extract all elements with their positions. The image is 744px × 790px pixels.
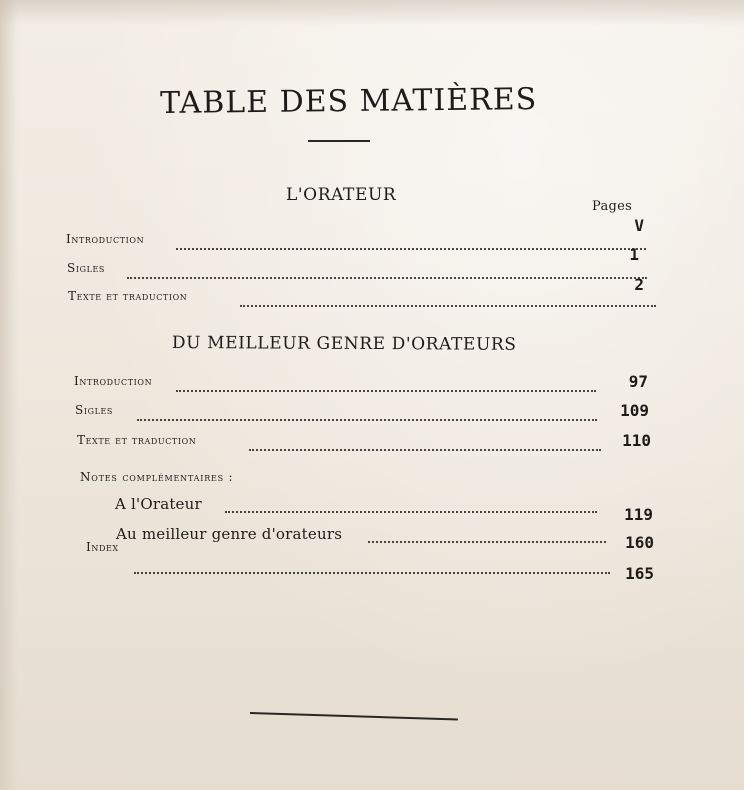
toc-entry-label: Index [86,540,119,554]
section-heading-orateur: L'ORATEUR [286,185,397,205]
toc-entry [68,275,648,313]
toc-entry-label: Sigles [67,261,106,275]
leader-dots [137,407,597,421]
toc-entry [77,433,657,457]
pages-column-heading: Pages [592,199,633,214]
title-rule [308,140,370,142]
leader-dots [176,236,646,250]
toc-entry-page: V [634,216,644,235]
page-title: TABLE DES MATIÈRES [160,82,538,121]
toc-entry-page: 97 [628,372,648,391]
toc-entry-label: Sigles [75,403,114,417]
toc-entry [66,216,646,256]
leader-dots [240,293,656,307]
toc-entry-label: Texte et traduction [77,433,197,447]
leader-dots [225,499,597,513]
leader-dots [134,560,610,574]
toc-entry-label: Introduction [74,374,153,388]
toc-entry [115,495,655,524]
page-gutter-shadow [0,0,18,790]
toc-entry-page: 110 [622,431,651,450]
toc-entry-page: 109 [620,401,649,420]
toc-entry-page: 1 [629,245,639,264]
section-heading-meilleur-genre: DU MEILLEUR GENRE D'ORATEURS [171,333,517,355]
toc-entry [74,374,654,398]
toc-entry [75,403,655,427]
bottom-rule [250,712,458,720]
toc-entry-label: A l'Orateur [115,495,202,513]
notes-heading: Notes complémentaires : [80,470,234,484]
toc-entry [67,245,647,285]
toc-entry-page: 119 [624,505,653,524]
toc-entry-page: 2 [634,275,644,294]
leader-dots [176,378,596,392]
leader-dots [127,265,647,279]
toc-entry-label: Texte et traduction [68,289,188,303]
leader-dots [249,437,601,451]
toc-entry-page: 165 [625,564,654,583]
toc-entry-label: Au meilleur genre d'orateurs [116,525,343,543]
page-top-shadow [0,0,744,26]
toc-entry-label: Introduction [66,232,145,246]
toc-entry-page: 160 [625,533,654,552]
toc-entry [86,540,656,583]
